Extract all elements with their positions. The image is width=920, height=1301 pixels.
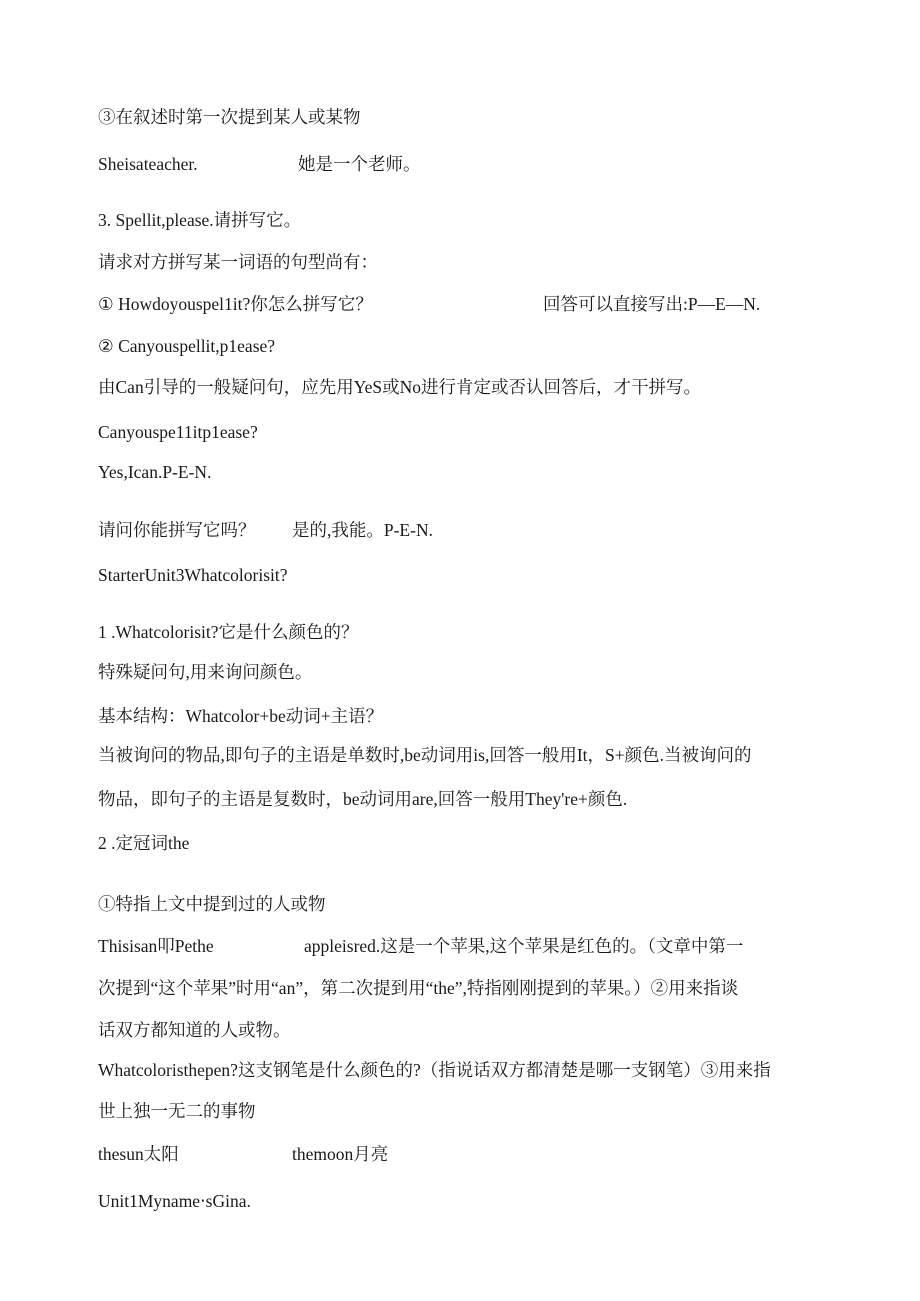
text-line: ①特指上文中提到过的人或物 bbox=[98, 894, 326, 914]
example-sentence: Yes,Ican.P-E-N. bbox=[98, 462, 212, 482]
example-sentence: Sheisateacher. bbox=[98, 154, 198, 174]
text-line: 基本结构：Whatcolor+be动词+主语？ bbox=[98, 706, 384, 726]
text-line: ③在叙述时第一次提到某人或某物 bbox=[98, 107, 361, 127]
text-line bbox=[98, 519, 433, 541]
list-item: ② Canyouspellit,p1ease? bbox=[98, 336, 276, 356]
text-line: 物品，即句子的主语是复数时，be动词用are,回答一般用They're+颜色. bbox=[98, 789, 628, 809]
example-word: thesun太阳 bbox=[98, 1144, 179, 1164]
text-line: 世上独一无二的事物 bbox=[98, 1101, 256, 1121]
text-line bbox=[98, 153, 421, 175]
translation: 是的,我能。P-E-N. bbox=[292, 520, 433, 540]
section-heading: 2 .定冠词the bbox=[98, 833, 190, 853]
unit-heading: Unit1Myname‧sGina. bbox=[98, 1191, 251, 1211]
section-heading: 1 .Whatcolorisit?它是什么颜色的？ bbox=[98, 622, 359, 642]
example-sentence: Canyouspe11itp1ease? bbox=[98, 422, 258, 442]
text-line bbox=[98, 935, 744, 957]
text-line: 由Can引导的一般疑问句，应先用YeS或No进行肯定或否认回答后，才干拼写。 bbox=[98, 377, 701, 397]
example-word: themoon月亮 bbox=[292, 1144, 389, 1164]
translation: 她是一个老师。 bbox=[298, 154, 421, 174]
list-item: ① Howdoyouspel1it?你怎么拼写它？ bbox=[98, 294, 373, 314]
text-line: 请求对方拼写某一词语的句型尚有： bbox=[98, 252, 378, 272]
answer-note: 回答可以直接写出:P—E—N. bbox=[543, 294, 761, 314]
unit-heading: StarterUnit3Whatcolorisit? bbox=[98, 565, 288, 585]
text-line: Whatcoloristhepen?这支钢笔是什么颜色的?（指说话双方都清楚是哪一支钢笔）③用来指 bbox=[98, 1060, 771, 1080]
text-line: 特殊疑问句,用来询问颜色。 bbox=[98, 662, 313, 682]
text-line bbox=[98, 293, 761, 315]
example-sentence: appleisred.这是一个苹果,这个苹果是红色的。（文章中第一 bbox=[304, 936, 744, 956]
section-heading: 3. Spellit,please.请拼写它。 bbox=[98, 210, 302, 230]
text-line bbox=[98, 1143, 389, 1165]
text-line: 次提到“这个苹果”时用“an”，第二次提到用“the”,特指刚刚提到的苹果。）②用来指谈 bbox=[98, 978, 739, 998]
translation: 请问你能拼写它吗？ bbox=[98, 520, 256, 540]
text-line: 话双方都知道的人或物。 bbox=[98, 1020, 291, 1040]
text-line: 当被询问的物品,即句子的主语是单数时,be动词用is,回答一般用It，S+颜色.当被询问的 bbox=[98, 745, 752, 765]
example-sentence: Thisisan叩Pethe bbox=[98, 936, 214, 956]
